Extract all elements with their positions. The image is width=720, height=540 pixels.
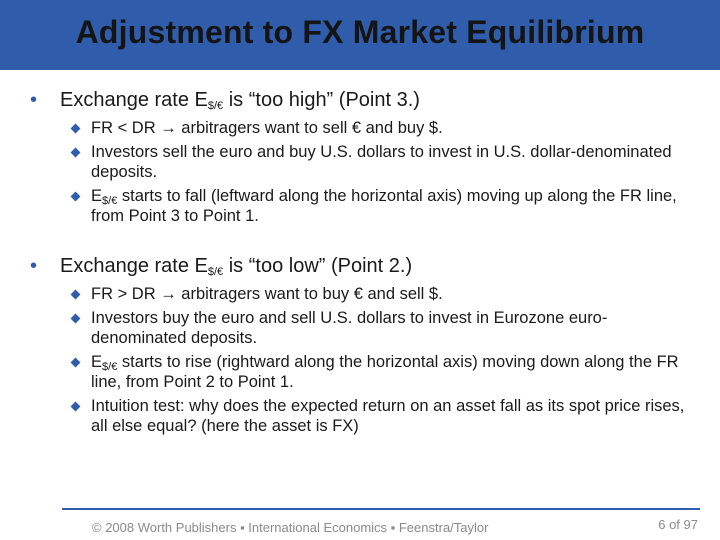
sub-bullet-list bbox=[0, 284, 720, 436]
diamond-bullet-icon bbox=[71, 192, 81, 202]
sub-bullet bbox=[0, 186, 720, 226]
sub-bullet-text: Investors sell the euro and buy U.S. dollars to invest in U.S. dollar-denominated deposits. bbox=[91, 143, 672, 181]
bullet-marker: • bbox=[30, 255, 38, 277]
sub-bullet bbox=[0, 142, 720, 182]
subscript: $/€ bbox=[102, 195, 118, 207]
bullet-text-post: is “too high” (Point 3.) bbox=[223, 89, 420, 111]
title-bar bbox=[0, 0, 720, 70]
sub-bullet bbox=[0, 118, 720, 138]
bullet-text-post: is “too low” (Point 2.) bbox=[223, 255, 413, 277]
sub-bullet-text: FR < DR → arbitragers want to sell € and buy $. bbox=[91, 119, 443, 137]
page-number: 6 of 97 bbox=[658, 517, 698, 532]
footer-divider bbox=[62, 508, 700, 510]
subscript: $/€ bbox=[102, 361, 118, 373]
sub-bullet bbox=[0, 352, 720, 392]
diamond-bullet-icon bbox=[71, 290, 81, 300]
diamond-bullet-icon bbox=[71, 402, 81, 412]
sub-bullet bbox=[0, 396, 720, 436]
subscript: $/€ bbox=[207, 266, 224, 278]
slide-title: Adjustment to FX Market Equilibrium bbox=[75, 13, 645, 50]
bullet-text-pre: Exchange rate E bbox=[60, 255, 208, 277]
diamond-bullet-icon bbox=[71, 358, 81, 368]
bullet-text-pre: Exchange rate E bbox=[60, 89, 208, 111]
main-bullet-too-high bbox=[0, 88, 720, 112]
bullet-marker: • bbox=[30, 89, 38, 111]
sub-bullet-list bbox=[0, 118, 720, 226]
diamond-bullet-icon bbox=[71, 314, 81, 324]
sub-bullet-text-pre: E bbox=[91, 187, 103, 205]
sub-bullet bbox=[0, 284, 720, 304]
slide-content bbox=[0, 88, 720, 440]
sub-bullet bbox=[0, 308, 720, 348]
main-bullet-too-low bbox=[0, 254, 720, 278]
diamond-bullet-icon bbox=[71, 124, 81, 134]
sub-bullet-text-pre: E bbox=[91, 353, 103, 371]
sub-bullet-text: Intuition test: why does the expected return on an asset fall as its spot price rises, all else equal? (here the asset is FX) bbox=[91, 397, 685, 435]
diamond-bullet-icon bbox=[71, 148, 81, 158]
footer-credit: © 2008 Worth Publishers ▪ International Economics ▪ Feenstra/Taylor bbox=[92, 520, 489, 535]
sub-bullet-text: FR > DR → arbitragers want to buy € and sell $. bbox=[91, 285, 443, 303]
subscript: $/€ bbox=[207, 100, 224, 112]
sub-bullet-text-post: starts to fall (leftward along the horizontal axis) moving up along the FR line, from Point 3 to Point 1. bbox=[91, 187, 677, 225]
sub-bullet-text: Investors buy the euro and sell U.S. dollars to invest in Eurozone euro-denominated deposits. bbox=[91, 309, 608, 347]
sub-bullet-text-post: starts to rise (rightward along the horizontal axis) moving down along the FR line, from Point 2 to Point 1. bbox=[91, 353, 679, 391]
